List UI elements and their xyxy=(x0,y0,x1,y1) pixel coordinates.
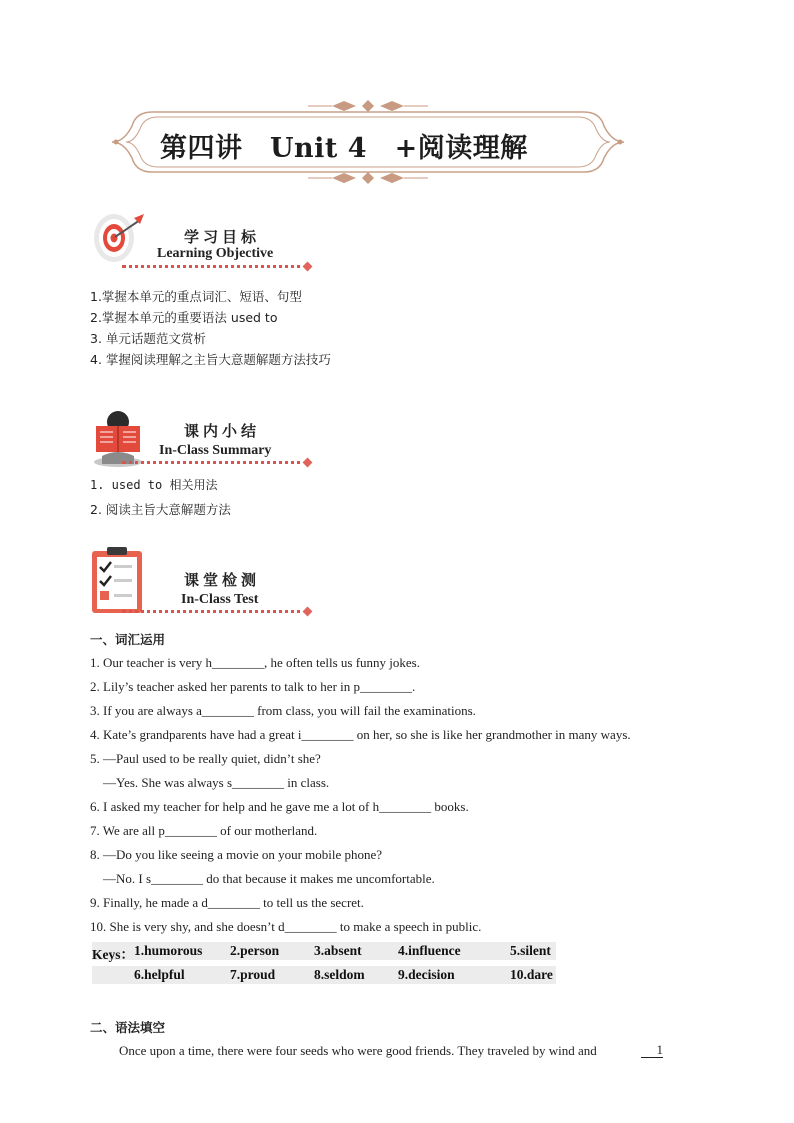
clipboard-checklist-icon xyxy=(90,545,146,615)
key-item: 9.decision xyxy=(398,967,455,982)
test-heading-cn: 课堂检测 xyxy=(184,571,261,589)
answer-keys-row xyxy=(92,966,556,984)
summary-heading-cn: 课内小结 xyxy=(184,422,261,440)
key-item: 8.seldom xyxy=(314,967,365,982)
page-title: 第四讲 Unit 4 +阅读理解 xyxy=(160,133,528,164)
summary-item: 1. used to 相关用法 xyxy=(90,478,218,492)
question-line: 3. If you are always a________ from class, you will fail the examinations. xyxy=(90,703,476,718)
key-item: 5.silent xyxy=(510,943,551,958)
objective-item: 3. 单元话题范文赏析 xyxy=(90,331,206,346)
question-line: 1. Our teacher is very h________, he often tells us funny jokes. xyxy=(90,655,420,670)
summary-heading-en: In-Class Summary xyxy=(159,443,272,458)
question-line: —Yes. She was always s________ in class. xyxy=(90,775,330,790)
key-item: 4.influence xyxy=(398,943,461,958)
objective-item: 4. 掌握阅读理解之主旨大意题解题方法技巧 xyxy=(90,352,331,367)
objective-item: 1.掌握本单元的重点词汇、短语、句型 xyxy=(90,289,302,304)
question-line: 8. —Do you like seeing a movie on your mobile phone? xyxy=(90,847,383,862)
answer-keys-row xyxy=(92,942,556,960)
question-line: 7. We are all p________ of our motherland. xyxy=(90,823,318,838)
keys-label: Keys： xyxy=(92,947,134,962)
objective-heading-en: Learning Objective xyxy=(157,246,274,261)
key-item: 6.helpful xyxy=(134,967,185,982)
question-line: 9. Finally, he made a d________ to tell us the secret. xyxy=(90,895,364,910)
question-line: 10. She is very shy, and she doesn’t d________ to make a speech in public. xyxy=(90,919,482,934)
question-line: 4. Kate’s grandparents have had a great i________ on her, so she is like her grandmother in many ways. xyxy=(90,727,631,742)
part1-title: 一、词汇运用 xyxy=(90,632,166,647)
question-line: 5. —Paul used to be really quiet, didn’t she? xyxy=(90,751,321,766)
test-heading-en: In-Class Test xyxy=(181,592,259,607)
key-item: 1.humorous xyxy=(134,943,203,958)
passage-text: Once upon a time, there were four seeds who were good friends. They traveled by wind and xyxy=(119,1043,597,1058)
section-divider xyxy=(122,610,308,616)
objective-heading-cn: 学习目标 xyxy=(184,228,261,246)
part2-title: 二、语法填空 xyxy=(90,1020,166,1035)
section-divider xyxy=(122,461,308,467)
objective-item: 2.掌握本单元的重要语法 used to xyxy=(90,310,278,325)
target-icon xyxy=(90,208,146,270)
key-item: 10.dare xyxy=(510,967,553,982)
question-line: —No. I s________ do that because it makes me uncomfortable. xyxy=(90,871,435,886)
key-item: 7.proud xyxy=(230,967,276,982)
summary-item: 2. 阅读主旨大意解题方法 xyxy=(90,502,231,517)
key-item: 2.person xyxy=(230,943,280,958)
section-divider xyxy=(122,265,308,271)
question-line: 6. I asked my teacher for help and he gave me a lot of h________ books. xyxy=(90,799,469,814)
key-item: 3.absent xyxy=(314,943,362,958)
question-line: 2. Lily’s teacher asked her parents to talk to her in p________. xyxy=(90,679,416,694)
blank-1: 1 xyxy=(641,1043,663,1058)
